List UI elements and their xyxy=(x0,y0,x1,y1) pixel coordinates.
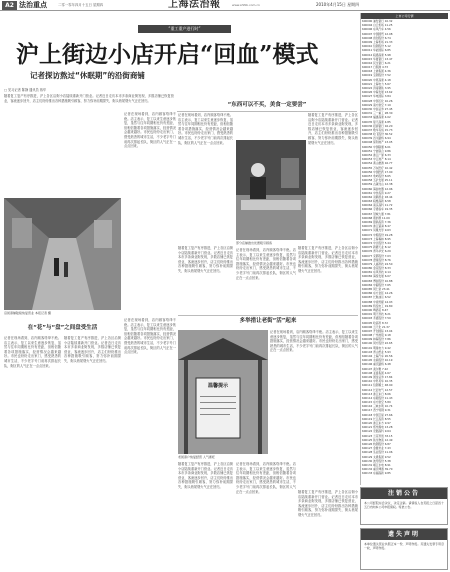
sidebar-row: 600061 中纺投资 9.27 xyxy=(362,190,391,195)
sidebar-row: 600106 重庆路桥 6.48 xyxy=(362,362,391,367)
middle-column-text-b: 随着复工复产有序推进，沪上各区沿街小店陆续重新开门营业。记者近日走访本市多条商业街发现，多数店铺已恢复营业，客流逐步回升，店主们纷纷推出各种措施吸引顾客，努力弥补前期损失，街头巷尾烟火气正在回归。 xyxy=(308,113,358,145)
sidebar-row: 600016 民生银行 6.21 xyxy=(362,60,391,65)
sidebar-row: 600031 三一重工 28.30 xyxy=(362,111,393,116)
sidebar-row: 600010 包钢股份 5.12 xyxy=(362,44,391,49)
notice-sign-text: 温馨提示 xyxy=(207,383,228,389)
cancellation-notice-box xyxy=(360,487,448,525)
sidebar-row: 600100 同方股份 22.65 xyxy=(362,341,393,346)
sidebar-row: 600107 美尔雅 7.22 xyxy=(362,366,389,371)
sidebar-row: 600119 长江投资 8.55 xyxy=(362,416,391,421)
sidebar-row: 600062 双鹤药业 18.44 xyxy=(362,194,393,199)
sidebar-row: 600086 东方金钰 14.26 xyxy=(362,291,393,296)
sidebar-row: 600000 浦发银行 10.32 xyxy=(362,19,393,23)
stock-listing-sidebar xyxy=(360,13,448,485)
sidebar-row: 600050 中国联通 6.01 xyxy=(362,144,391,149)
bottom-column-text-a: 记者在现场看到，店内顾客络绎不绝。店主表示，复工以来生意逐步恢复，虽然与往年同期相比仍有差距，但相信随着各项措施落实，经营情况会越来越好。市民也纷纷走出家门，感受熟悉的城市生活，不少老字号门前再次排起长队，街区的人气正在一点点回来。 xyxy=(270,330,358,353)
sidebar-row: 600116 三峡水利 10.74 xyxy=(362,404,393,409)
sidebar-row: 600127 金健米业 7.43 xyxy=(362,446,391,451)
sidebar-row: 600058 五矿发展 25.11 xyxy=(362,178,393,183)
sidebar-row: 600022 济南钢铁 3.95 xyxy=(362,86,391,90)
sidebar-row: 600067 冠城大通 7.81 xyxy=(362,211,391,216)
sidebar-row: 600037 歌华有线 15.73 xyxy=(362,127,393,132)
street-scene-photo xyxy=(4,198,121,310)
sidebar-row: 600033 福建高速 4.02 xyxy=(362,115,391,120)
sidebar-row: 600015 华夏银行 13.47 xyxy=(362,56,393,61)
sidebar-row: 600129 太极集团 9.52 xyxy=(362,454,391,459)
shop-counter-photo xyxy=(236,140,306,240)
sidebar-row: 600019 宝钢股份 7.52 xyxy=(362,73,391,78)
sidebar-row: 600084 中葡股份 7.65 xyxy=(362,282,391,287)
sidebar-row: 600103 青山纸业 5.93 xyxy=(362,349,391,354)
sidebar-row: 600026 中海发展 13.62 xyxy=(362,90,393,95)
sidebar-row: 600083 博信股份 10.88 xyxy=(362,278,393,283)
bottom-column-text-d: 随着复工复产有序推进，沪上各区沿街小店陆续重新开门营业。记者近日走访本市多条商业街发现，多数店铺已恢复营业，客流逐步回升，店主们纷纷推出各种措施吸引顾客，努力弥补前期损失，街头巷尾烟火气正在回归。 xyxy=(298,490,358,517)
sidebar-row: 600070 浙江富润 8.47 xyxy=(362,224,391,229)
section-name: 法治重点 xyxy=(19,1,47,9)
sidebar-row: 600020 中原高速 4.18 xyxy=(362,77,391,82)
sidebar-row: 600114 东睦股份 11.43 xyxy=(362,395,393,400)
sidebar-row: 600059 古越龙山 12.38 xyxy=(362,182,393,187)
sidebar-row: 600087 长航油运 6.52 xyxy=(362,295,391,300)
notice-title: 注销公告 xyxy=(361,488,447,499)
article-byline: □ 见习记者 陈静 通讯员 蒋华 xyxy=(4,88,47,92)
sidebar-row: 600027 华电国际 3.84 xyxy=(362,94,391,99)
sidebar-row: 600105 永鼎股份 10.19 xyxy=(362,358,393,363)
sidebar-row: 600008 首创股份 6.74 xyxy=(362,35,391,40)
sidebar-row: 600120 浙江东方 9.97 xyxy=(362,421,391,425)
sidebar-row: 600056 中国医药 17.90 xyxy=(362,169,393,174)
sidebar-row: 600011 华能国际 6.85 xyxy=(362,48,391,53)
sidebar-row: 600076 青鸟华光 6.29 xyxy=(362,249,391,254)
sidebar-row: 600080 金花股份 8.33 xyxy=(362,266,391,271)
left-column-text-a: 记者在现场看到，店内顾客络绎不绝。店主表示，复工以来生意逐步恢复，虽然与往年同期相比仍有差距，但相信随着各项措施落实，经营情况会越来越好。市民也纷纷走出家门，感受熟悉的城市生活，不少老字号门前再次排起长队，街区的人气正在一点点回来。 xyxy=(4,336,61,368)
article-headline: 沪上街边小店开启“回血”模式 xyxy=(16,41,319,68)
sidebar-row: 600101 明星电力 9.42 xyxy=(362,345,391,350)
bottom-column-text-b: 随着复工复产有序推进，沪上各区沿街小店陆续重新开门营业。记者近日走访本市多条商业街发现，多数店铺已恢复营业，客流逐步回升，店主们纷纷推出各种措施吸引顾客，努力弥补前期损失，街头巷尾烟火气正在回归。 xyxy=(178,462,233,489)
sidebar-row: 600099 林海股份 7.86 xyxy=(362,337,391,342)
sidebar-row: 600096 云天化 21.37 xyxy=(362,324,390,329)
bottom-column-text-c: 记者在现场看到，店内顾客络绎不绝。店主表示，复工以来生意逐步恢复，虽然与往年同期相比仍有差距，但相信随着各项措施落实，经营情况会越来越好。市民也纷纷走出家门，感受熟悉的城市生活，不少老字号门前再次排起长队，街区的人气正在一点点回来。 xyxy=(236,462,296,494)
sidebar-row: 600053 中江地产 8.14 xyxy=(362,157,391,162)
sidebar-row: 600075 新疆天业 8.12 xyxy=(362,245,391,250)
sidebar-row: 600117 西宁特钢 9.31 xyxy=(362,408,391,413)
sidebar-row: 600006 东风汽车 4.56 xyxy=(362,27,391,32)
sidebar-row: 600068 葛洲坝 11.09 xyxy=(362,215,390,220)
sidebar-row: 600123 兰花科创 33.15 xyxy=(362,433,393,438)
bottom-section-title: 多举措让老街“活”起来 xyxy=(239,318,297,324)
header-subinfo: 二零一零年四月十五日 星期四 xyxy=(58,3,104,7)
middle-title-rule xyxy=(177,111,357,112)
header-date: 2010年4月15日 星期四 xyxy=(316,2,360,7)
sidebar-row: 600112 长征电气 12.57 xyxy=(362,387,393,392)
sidebar-row: 600111 包钢稀土 48.90 xyxy=(362,383,393,388)
sidebar-row: 600030 中信证券 27.45 xyxy=(362,106,393,111)
column-text-2: 记者在现场看到，店内顾客络绎不绝。店主表示，复工以来生意逐步恢复，虽然与往年同期相比仍有差距，但相信随着各项措施落实，经营情况会越来越好。市民也纷纷走出家门，感受熟悉的城市生活，不少老字号门前再次排起长队，街区的人气正在一点点回来。 xyxy=(124,112,176,149)
sidebar-row: 600109 国金证券 17.84 xyxy=(362,374,393,379)
middle-column-text-d: 记者在现场看到，店内顾客络绎不绝。店主表示，复工以来生意逐步恢复，虽然与往年同期相比仍有差距，但相信随着各项措施落实，经营情况会越来越好。市民也纷纷走出家门，感受熟悉的城市生活，不少老字号门前再次排起长队，街区的人气正在一点点回来。 xyxy=(236,248,296,280)
sidebar-row: 600060 海信电器 12.96 xyxy=(362,186,393,191)
street-scene-illustration xyxy=(4,198,121,310)
photo1-caption: 沿街商铺陆续恢复营业 本报记者 摄 xyxy=(4,311,51,315)
sidebar-row: 600115 东方航空 5.89 xyxy=(362,400,391,405)
sidebar-row: 600052 浙江广厦 6.33 xyxy=(362,153,391,157)
sidebar-row: 600028 中国石化 10.26 xyxy=(362,98,393,103)
sidebar-row: 600133 东湖高新 9.85 xyxy=(362,471,391,476)
sidebar-row: 600039 四川路桥 6.94 xyxy=(362,136,391,141)
sidebar-row: 600004 白云机场 11.25 xyxy=(362,23,393,28)
sidebar-row: 600018 上港集团 4.36 xyxy=(362,69,391,74)
notice-text: 本公司经股东会决议，决定注销。请债权人自见报之日起四十五日内向本公司申报债权。特此公告。 xyxy=(364,501,444,510)
sidebar-row: 600078 澄星股份 8.76 xyxy=(362,257,391,262)
sidebar-row: 600029 南方航空 7.19 xyxy=(362,102,391,107)
loss-statement-box xyxy=(360,528,448,570)
sidebar-row: 600125 铁龙物流 12.49 xyxy=(362,437,393,442)
lead-paragraph: 随着复工复产有序推进，沪上各区沿街小店陆续重新开门营业。记者近日走访本市多条商业街发现，多数店铺已恢复营业，客流逐步回升，店主们纷纷推出各种措施吸引顾客，努力弥补前期损失，街头巷尾烟火气正在回归。 xyxy=(4,94,174,103)
sidebar-row: 600091 明天科技 8.21 xyxy=(362,312,391,317)
sidebar-row: 600035 楚天高速 4.85 xyxy=(362,119,391,124)
sidebar-row: 600126 杭钢股份 6.87 xyxy=(362,441,391,446)
page-header xyxy=(0,0,450,11)
sidebar-row: 600131 岷江水电 8.91 xyxy=(362,462,391,467)
sidebar-row: 600104 上海汽车 20.56 xyxy=(362,354,393,358)
sidebar-row: 600074 中达股份 5.44 xyxy=(362,240,391,245)
photo3-caption: 老街商户恢复经营 人气渐旺 xyxy=(178,455,215,459)
sidebar-row: 600108 亚盛集团 4.67 xyxy=(362,370,391,375)
left-column-text-c: 记者在现场看到，店内顾客络绎不绝。店主表示，复工以来生意逐步恢复，虽然与往年同期相比仍有差距，但相信随着各项措施落实，经营情况会越来越好。市民也纷纷走出家门，感受熟悉的城市生活，不少老字号门前再次排起长队，街区的人气正在一点点回来。 xyxy=(124,318,176,355)
sidebar-row: 600088 中视传媒 14.93 xyxy=(362,299,393,304)
statement-title: 遗失声明 xyxy=(361,529,447,540)
sidebar-row: 600113 浙江东日 8.06 xyxy=(362,391,391,396)
sidebar-row: 600048 保利地产 13.05 xyxy=(362,140,393,145)
bottom-title-rule xyxy=(178,315,358,316)
sidebar-row: 600130 波导股份 5.38 xyxy=(362,458,391,463)
sidebar-row: 600012 皖通高速 5.98 xyxy=(362,52,391,57)
sidebar-rows xyxy=(361,19,448,475)
sidebar-row: 600038 哈飞股份 36.52 xyxy=(362,132,393,137)
statement-text: 本单位遗失营业执照正本一份，声明作废。另遗失发票专用章一枚，声明作废。 xyxy=(364,542,444,551)
sidebar-row: 600071 凤凰光学 9.63 xyxy=(362,228,391,233)
sidebar-row: 600036 招商银行 16.20 xyxy=(362,123,393,128)
sidebar-row: 600073 上海梅林 8.95 xyxy=(362,236,391,241)
sidebar-row: 600054 黄山旅游 16.77 xyxy=(362,161,393,166)
sidebar-title: 上市公司行情 xyxy=(361,13,448,19)
sidebar-row: 600051 宁波联合 9.86 xyxy=(362,148,391,153)
sidebar-row: 600122 宏图高科 9.64 xyxy=(362,429,391,434)
sidebar-row: 600132 重庆啤酒 39.70 xyxy=(362,467,393,472)
sidebar-row: 600017 日照港 4.73 xyxy=(362,65,389,70)
article-kicker: “重工重产进行时” xyxy=(138,25,231,33)
sidebar-row: 600079 人福科技 24.50 xyxy=(362,261,393,266)
sidebar-row: 600085 同仁堂 23.41 xyxy=(362,287,390,291)
sidebar-row: 600093 禾嘉股份 7.59 xyxy=(362,316,391,321)
sidebar-row: 600072 中船股份 19.28 xyxy=(362,232,393,237)
article-subhead: 记者探访熬过“休眠期”的沿街商铺 xyxy=(30,71,145,80)
sidebar-row: 600118 中国卫星 27.66 xyxy=(362,412,393,417)
old-street-illustration xyxy=(178,330,268,454)
sidebar-row: 600021 上海电力 5.67 xyxy=(362,81,391,86)
old-street-photo xyxy=(178,330,268,454)
sidebar-row: 600066 宇通客车 19.35 xyxy=(362,207,393,212)
sidebar-row: 600057 象屿股份 8.65 xyxy=(362,173,391,178)
sidebar-row: 600110 中科英华 10.35 xyxy=(362,379,393,384)
left-section-title: 在“花”与“盘”之间盘受生活 xyxy=(27,325,98,331)
sidebar-row: 600098 广州控股 9.18 xyxy=(362,333,391,338)
photo2-caption: 部分店铺推出优惠吸引顾客 xyxy=(236,241,273,245)
sidebar-row: 600064 南京高科 11.72 xyxy=(362,203,393,208)
sidebar-row: 600082 海泰发展 6.07 xyxy=(362,274,391,279)
sidebar-row: 600089 特变电工 19.80 xyxy=(362,303,393,308)
shop-counter-illustration xyxy=(236,140,306,240)
masthead-url: www.shfzb.com.cn xyxy=(232,3,260,7)
page-number-badge: A2 xyxy=(2,1,17,10)
middle-section-title: “东西可以不买，美食一定要尝” xyxy=(227,102,307,108)
sidebar-row: 600069 银鸽投资 7.36 xyxy=(362,220,391,224)
sidebar-row: 600077 宋都股份 7.03 xyxy=(362,253,391,258)
sidebar-row: 600128 弘业股份 11.06 xyxy=(362,450,393,455)
sidebar-row: 600081 东风科技 9.14 xyxy=(362,270,391,275)
sidebar-row: 600009 上海机场 21.33 xyxy=(362,39,393,44)
middle-column-text-a: 记者在现场看到，店内顾客络绎不绝。店主表示，复工以来生意逐步恢复，虽然与往年同期相比仍有差距，但相信随着各项措施落实，经营情况会越来越好。市民也纷纷走出家门，感受熟悉的城市生活，不少老字号门前再次排起长队，街区的人气正在一点点回来。 xyxy=(178,113,233,145)
sidebar-row: 600090 啤酒花 8.47 xyxy=(362,307,389,312)
sidebar-row: 600121 郑州煤电 13.28 xyxy=(362,425,393,430)
left-column-text-b: 随着复工复产有序推进，沪上各区沿街小店陆续重新开门营业。记者近日走访本市多条商业街发现，多数店铺已恢复营业，客流逐步回升，店主们纷纷推出各种措施吸引顾客，努力弥补前期损失，街头巷尾烟火气正在回归。 xyxy=(64,336,121,363)
masthead-logo: 上海法治報 xyxy=(168,0,221,10)
sidebar-row: 600007 中国国贸 12.08 xyxy=(362,31,393,36)
sidebar-row: 600055 万东医疗 10.42 xyxy=(362,165,393,170)
middle-column-text-c: 随着复工复产有序推进，沪上各区沿街小店陆续重新开门营业。记者近日走访本市多条商业街发现，多数店铺已恢复营业，客流逐步回升，店主们纷纷推出各种措施吸引顾客，努力弥补前期损失，街头巷尾烟火气正在回归。 xyxy=(178,246,233,273)
sidebar-row: 600063 皖维高新 6.58 xyxy=(362,199,391,204)
sidebar-row: 600097 开创国际 13.04 xyxy=(362,328,393,333)
sidebar-row: 600095 哈高科 8.72 xyxy=(362,320,389,325)
middle-column-text-e: 随着复工复产有序推进，沪上各区沿街小店陆续重新开门营业。记者近日走访本市多条商业街发现，多数店铺已恢复营业，客流逐步回升，店主们纷纷推出各种措施吸引顾客，努力弥补前期损失，街头巷尾烟火气正在回归。 xyxy=(298,246,358,273)
